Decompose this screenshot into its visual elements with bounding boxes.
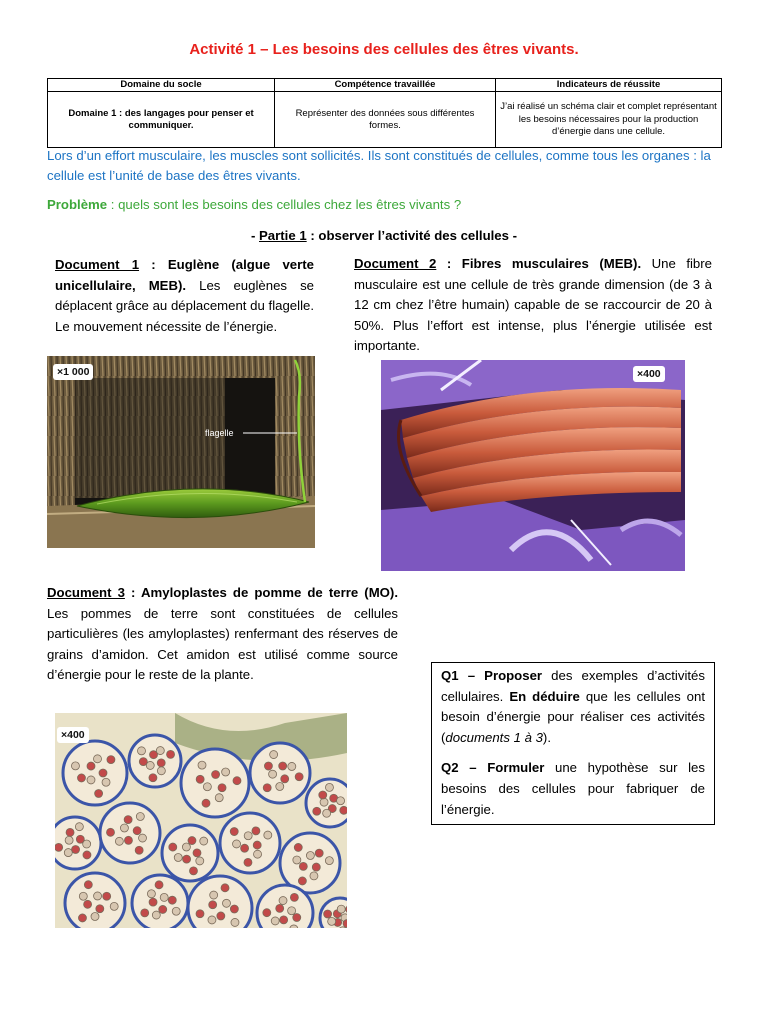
question-1 bbox=[441, 666, 705, 748]
magnification-badge: ×400 bbox=[633, 366, 665, 382]
doc3-label: Document 3 bbox=[47, 585, 125, 600]
table-cell-domaine: Domaine 1 : des langages pour penser et communiquer. bbox=[48, 92, 275, 148]
q1-reference: documents 1 à 3 bbox=[445, 729, 543, 745]
table-header: Compétence travaillée bbox=[275, 79, 496, 92]
table-header: Domaine du socle bbox=[48, 79, 275, 92]
q1-text: que les cellules ont besoin d’énergie pour réaliser ces activités ( bbox=[441, 688, 705, 745]
doc2-title: : Fibres musculaires (MEB). bbox=[436, 256, 642, 271]
question-2 bbox=[441, 758, 705, 820]
document-2-text bbox=[354, 254, 712, 357]
doc3-body: Les pommes de terre sont constituées de cellules particulières (les amyloplastes) renfermant des réserves de grains d’amidon. Cet amidon est utilisé comme source d’énergie pour le reste de la plante. bbox=[47, 605, 398, 683]
q2-text: une hypothèse sur les besoins des cellules pour fabriquer de l’énergie. bbox=[441, 760, 705, 817]
socle-table bbox=[47, 78, 722, 148]
muscle-fiber-micrograph bbox=[381, 360, 685, 571]
flagelle-label: flagelle bbox=[205, 428, 234, 438]
q1-label: Q1 – Proposer bbox=[441, 668, 543, 683]
document-1-text bbox=[55, 255, 314, 337]
amyloplast-micrograph bbox=[55, 713, 347, 928]
partie-heading bbox=[0, 228, 768, 243]
questions-box bbox=[431, 662, 715, 825]
magnification-badge: ×1 000 bbox=[53, 364, 93, 380]
doc3-title: : Amyloplastes de pomme de terre (MO). bbox=[124, 585, 398, 600]
table-cell-indicateurs: J’ai réalisé un schéma clair et complet représentant les besoins nécessaires pour la production d’énergie dans une cellule. bbox=[496, 92, 722, 148]
table-header-row bbox=[48, 79, 722, 92]
q1-bold: En déduire bbox=[509, 688, 580, 704]
q1-text: des exemples d’activités cellulaires. bbox=[441, 668, 705, 704]
partie-label: Partie 1 bbox=[259, 228, 307, 243]
q2-label: Q2 – Formuler bbox=[441, 760, 545, 776]
probleme-line bbox=[47, 197, 461, 212]
table-header: Indicateurs de réussite bbox=[496, 79, 722, 92]
probleme-label: Problème bbox=[47, 197, 108, 212]
q1-text: ). bbox=[542, 729, 551, 745]
intro-text: Lors d’un effort musculaire, les muscles sont sollicités. Ils sont constitués de cellules, comme tous les organes : la cellule est l’unité de base des êtres vivants. bbox=[47, 148, 711, 183]
page-title: Activité 1 – Les besoins des cellules des êtres vivants. bbox=[189, 41, 579, 58]
doc1-title: : Euglène (algue verte unicellulaire, MEB). bbox=[55, 257, 314, 293]
doc1-body: Les euglènes se déplacent grâce au déplacement du flagelle. Le mouvement nécessite de l’énergie. bbox=[55, 277, 314, 334]
table-cell-competence: Représenter des données sous différentes formes. bbox=[275, 92, 496, 148]
document-3-text bbox=[47, 583, 398, 686]
euglena-micrograph bbox=[47, 356, 315, 548]
magnification-badge: ×400 bbox=[57, 727, 89, 743]
partie-text: : observer l’activité des cellules - bbox=[306, 228, 518, 243]
table-row bbox=[48, 92, 722, 148]
probleme-text: : quels sont les besoins des cellules chez les êtres vivants ? bbox=[107, 197, 462, 212]
partie-prefix: - bbox=[250, 228, 260, 243]
doc2-body: Une fibre musculaire est une cellule de très grande dimension (de 3 à 12 cm chez l’être humain) capable de se raccourcir de 20 à 50%. Plus l’effort est intense, plus l’énergie utilisée est importante. bbox=[354, 256, 712, 354]
doc1-label: Document 1 bbox=[55, 257, 140, 272]
doc2-label: Document 2 bbox=[354, 256, 437, 271]
